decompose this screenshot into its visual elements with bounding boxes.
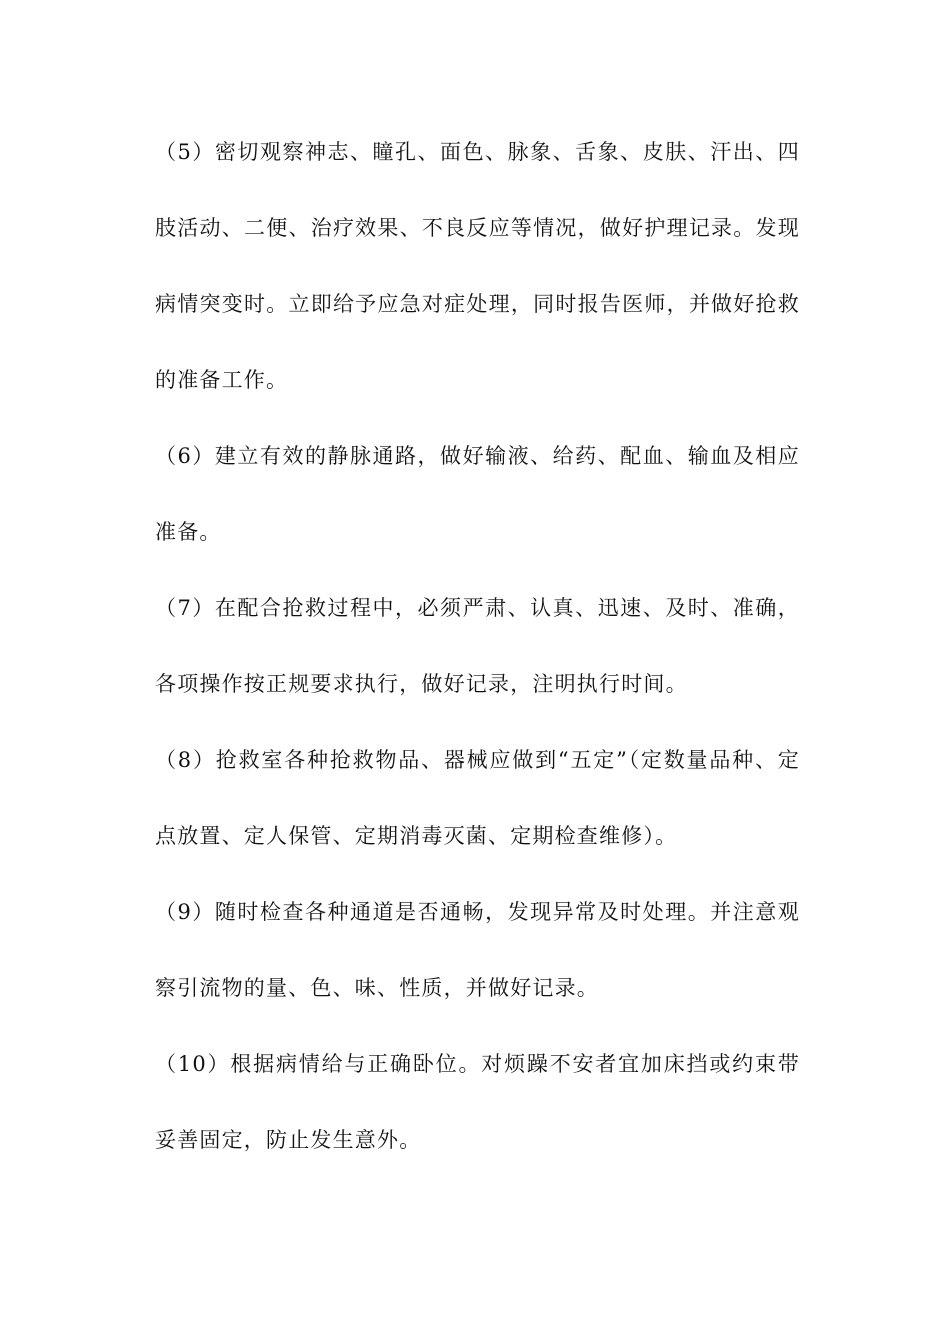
document-body (155, 114, 800, 1178)
paragraph-item-10: （10）根据病情给与正确卧位。对烦躁不安者宜加床挡或约束带妥善固定，防止发生意外。 (155, 1052, 800, 1152)
paragraph-item-5: （5）密切观察神志、瞳孔、面色、脉象、舌象、皮肤、汗出、四肢活动、二便、治疗效果、不良反应等情况，做好护理记录。发现病情突变时。立即给予应急对症处理，同时报告医师，并做好抢救的准备工作。 (155, 140, 800, 392)
paragraph-item-8: （8）抢救室各种抢救物品、器械应做到“五定”（定数量品种、定点放置、定人保管、定期消毒灭菌、定期检查维修）。 (155, 748, 800, 848)
paragraph-item-7: （7）在配合抢救过程中，必须严肃、认真、迅速、及时、准确，各项操作按正规要求执行，做好记录，注明执行时间。 (155, 596, 800, 696)
paragraph-item-9: （9）随时检查各种通道是否通畅，发现异常及时处理。并注意观察引流物的量、色、味、性质，并做好记录。 (155, 900, 800, 1000)
paragraph-item-6: （6）建立有效的静脉通路，做好输液、给药、配血、输血及相应准备。 (155, 444, 800, 544)
